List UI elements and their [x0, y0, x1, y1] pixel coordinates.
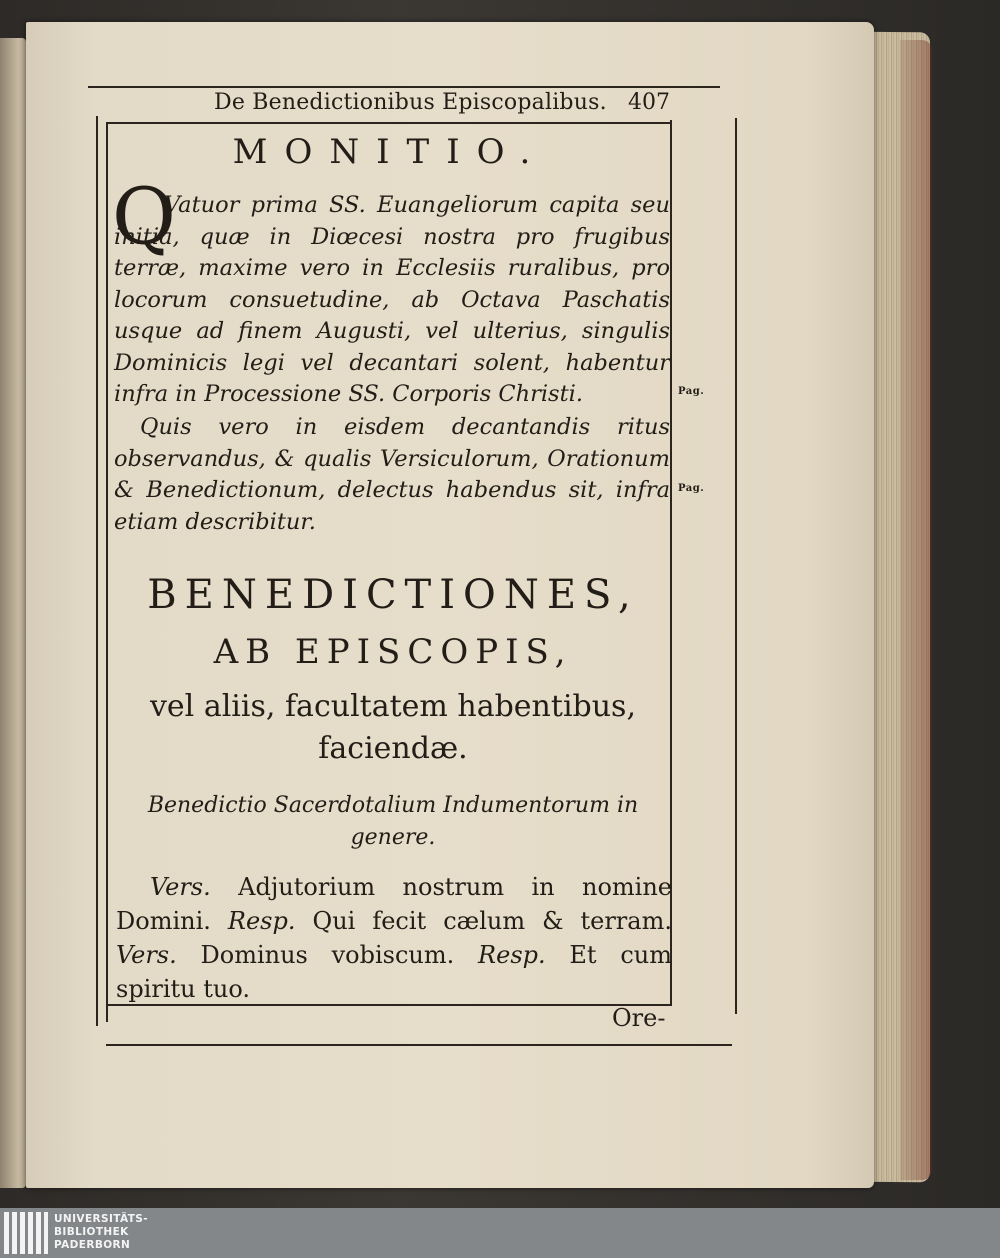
response-2: Et cum spiritu tuo. — [116, 941, 672, 1003]
title-ab-episcopis: AB EPISCOPIS, — [213, 632, 573, 672]
monitio-heading: MONITIO. — [232, 132, 548, 172]
margin-note-2: Pag. — [678, 483, 705, 494]
section-subtitle: Benedictio Sacerdotalium Indumentorum in genere. — [147, 793, 639, 850]
facing-page-edge — [0, 38, 26, 1188]
catchword: Ore- — [612, 1004, 666, 1032]
left-outer-rule — [96, 116, 98, 1026]
title-facultatem: vel aliis, facultatem habentibus, faciendæ. — [149, 689, 636, 766]
title-benedictiones: BENEDICTIONES, — [147, 572, 639, 618]
versicle-paragraph — [116, 870, 672, 1006]
header-underline — [106, 122, 672, 124]
library-name — [54, 1213, 148, 1252]
drop-capital: Q — [112, 172, 176, 262]
bottom-rule — [106, 1044, 732, 1046]
monitio-paragraph-1: Vatuor prima SS. Euangeliorum capita seu initia, quæ in Diœcesi nostra pro frugibus terræ, maxime vero in Ecclesiis ruralibus, pro locorum consuetudine, ab Octava Paschatis usque ad finem Augusti, vel ulterius, singulis Dominicis legi vel decantari solent, habentur infra in Processione SS. Corporis Christi. — [114, 192, 670, 407]
library-footer-bar — [0, 1208, 1000, 1258]
library-logo-icon — [4, 1212, 48, 1254]
response-1: Qui fecit cælum & terram. — [312, 907, 672, 935]
library-name-line-1: UNIVERSITÄTS- — [54, 1213, 149, 1225]
fore-edge-shading — [900, 40, 932, 1180]
running-head: De Benedictionibus Episcopalibus. — [214, 90, 607, 115]
right-outer-rule — [735, 118, 737, 1014]
monitio-paragraph-2: Quis vero in eisdem decantandis ritus observandus, & qualis Versiculorum, Orationum & Benedictionum, delectus habendus sit, infra etiam describitur. — [114, 414, 670, 535]
versicle-2: Dominus vobiscum. — [200, 941, 455, 969]
library-name-line-2: BIBLIOTHEK — [54, 1226, 129, 1238]
library-name-line-3: PADERBORN — [54, 1239, 131, 1251]
top-rule — [88, 86, 720, 88]
page-number: 407 — [628, 90, 670, 115]
versicle-label: Vers. — [150, 873, 211, 901]
left-inner-rule — [106, 122, 108, 1022]
versicle-1: Adjutorium nostrum in nomine Domini. — [116, 873, 672, 935]
versicle-label: Vers. — [116, 941, 177, 969]
response-label: Resp. — [478, 941, 546, 969]
margin-note-1: Pag. — [678, 386, 705, 397]
response-label: Resp. — [227, 907, 296, 935]
